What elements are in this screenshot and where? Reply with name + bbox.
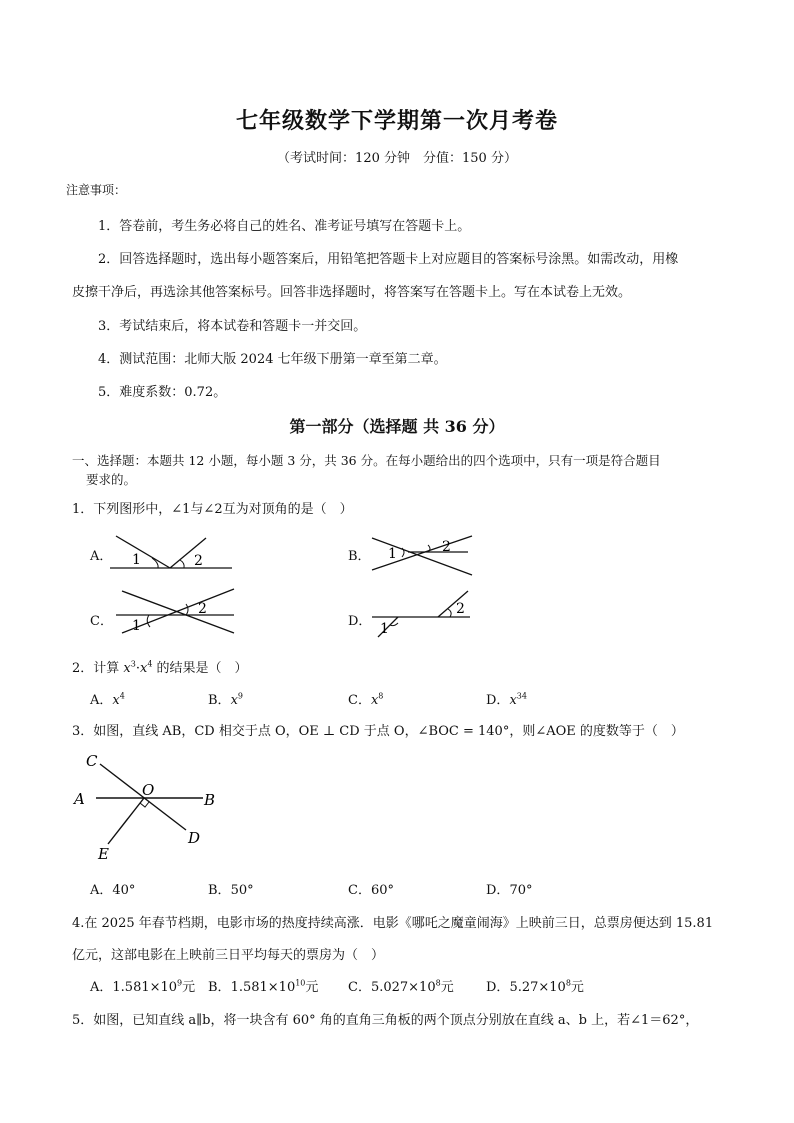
notes-heading: 注意事项：	[66, 183, 127, 197]
q2-option-b-base: x	[230, 693, 238, 708]
q3-point-o: O	[142, 781, 155, 799]
q4-option-a-unit: 元	[182, 980, 196, 995]
q1-option-c-label: C．	[90, 614, 113, 629]
q2-option-a-label: A．	[90, 693, 113, 708]
q2-option-a[interactable]	[90, 689, 125, 708]
q1-c-angle1-label: 1	[132, 618, 141, 634]
q3-figure	[68, 750, 238, 865]
note-5: 5．难度系数：0.72。	[98, 385, 227, 400]
q2-option-b-exp: 9	[237, 691, 243, 701]
q4-option-d-unit: 元	[570, 980, 584, 995]
note-1: 1．答卷前，考生务必将自己的姓名、准考证号填写在答题卡上。	[98, 219, 471, 234]
q3-option-d-text: 70°	[509, 883, 533, 898]
q3-option-b-label: B．	[208, 883, 231, 898]
q4-option-c-exp: 8	[435, 978, 441, 988]
q4-option-b-unit: 元	[305, 980, 319, 995]
q4-option-d[interactable]	[486, 976, 584, 995]
q2-option-c-label: C．	[348, 693, 371, 708]
q2-stem	[72, 657, 248, 676]
q3-option-d[interactable]	[486, 879, 532, 898]
q4-option-c-label: C．	[348, 980, 371, 995]
q1-option-b-label: B．	[348, 549, 371, 564]
q2-option-d[interactable]	[486, 689, 527, 708]
q1-stem: 1．下列图形中，∠1与∠2互为对顶角的是（ ）	[72, 502, 353, 517]
q4-option-c-coef: 5.027×10	[370, 980, 436, 995]
q4-option-a-coef: 1.581×10	[112, 980, 178, 995]
q2-option-d-label: D．	[486, 693, 510, 708]
q2-base-left: x	[123, 661, 131, 676]
q4-option-d-label: D．	[486, 980, 510, 995]
q1-d-angle2-label: 2	[456, 601, 465, 617]
q4-option-b-exp: 10	[295, 978, 306, 988]
q2-dot: ·	[135, 661, 140, 676]
q4-option-d-exp: 8	[565, 978, 571, 988]
q3-option-c-label: C．	[348, 883, 371, 898]
q4-option-d-coef: 5.27×10	[509, 980, 566, 995]
q3-stem: 3．如图，直线 AB，CD 相交于点 O，OE ⊥ CD 于点 O，∠BOC = 140°，则∠AOE 的度数等于（ ）	[72, 724, 684, 739]
q2-option-d-base: x	[509, 693, 517, 708]
q4-option-c-unit: 元	[440, 980, 454, 995]
q2-option-c-exp: 8	[378, 691, 384, 701]
q1-figure-c	[112, 585, 242, 640]
q3-option-c[interactable]	[348, 879, 394, 898]
instruction-line-1: 一、选择题：本题共 12 小题，每小题 3 分，共 36 分。在每小题给出的四个选项中，只有一项是符合题目	[72, 453, 661, 468]
exam-info: （考试时间：120 分钟 分值：150 分）	[277, 151, 517, 166]
q4-option-c[interactable]	[348, 976, 454, 995]
q1-b-angle1-label: 1	[388, 546, 397, 562]
q4-stem-line-2: 亿元，这部电影在上映前三日平均每天的票房为（ ）	[72, 948, 385, 963]
q4-stem-line-1: 4.在 2025 年春节档期，电影市场的热度持续高涨．电影《哪吒之魔童闹海》上映前三日，总票房便达到 15.81	[72, 916, 714, 931]
q3-option-a[interactable]	[90, 879, 135, 898]
q4-option-b[interactable]	[208, 976, 318, 995]
q3-option-b[interactable]	[208, 879, 254, 898]
q1-c-angle2-label: 2	[198, 601, 207, 617]
q4-option-a-exp: 9	[177, 978, 183, 988]
q3-point-c: C	[86, 752, 98, 770]
q2-base-right: x	[139, 661, 148, 676]
q3-option-d-label: D．	[486, 883, 510, 898]
q2-stem-suffix: 的结果是（ ）	[152, 661, 248, 676]
q2-option-b-label: B．	[208, 693, 231, 708]
q1-a-angle1-label: 1	[132, 552, 141, 568]
q1-option-a-label: A．	[90, 549, 113, 564]
q2-option-c-base: x	[370, 693, 379, 708]
q1-figure-b	[368, 530, 478, 580]
q3-option-b-text: 50°	[230, 883, 254, 898]
q2-option-d-exp: 34	[516, 691, 527, 701]
q1-figure-a	[110, 530, 240, 575]
q3-point-d: D	[188, 829, 201, 847]
section-title: 第一部分（选择题 共 36 分）	[289, 417, 505, 436]
note-3: 3．考试结束后，将本试卷和答题卡一并交回。	[98, 319, 367, 334]
q1-figure-d	[368, 585, 478, 640]
q5-stem: 5．如图，已知直线 a∥b，将一块含有 60° 角的直角三角板的两个顶点分别放在直线 a、b 上，若∠1＝62°，	[72, 1013, 699, 1028]
q3-option-a-text: 40°	[112, 883, 136, 898]
q3-point-a: A	[74, 790, 85, 808]
q2-exp-right: 4	[147, 659, 153, 669]
q3-option-a-label: A．	[90, 883, 113, 898]
note-4: 4．测试范围：北师大版 2024 七年级下册第一章至第二章。	[98, 352, 447, 367]
q3-point-b: B	[204, 791, 216, 809]
q4-option-a-label: A．	[90, 980, 113, 995]
q1-d-angle1-label: 1	[380, 621, 389, 637]
instruction-line-2: 要求的。	[86, 472, 137, 487]
q4-option-b-label: B．	[208, 980, 231, 995]
q3-option-c-text: 60°	[370, 883, 394, 898]
q2-option-a-exp: 4	[119, 691, 125, 701]
q2-option-a-base: x	[112, 693, 120, 708]
q2-option-b[interactable]	[208, 689, 243, 708]
q4-option-b-coef: 1.581×10	[230, 980, 296, 995]
q2-option-c[interactable]	[348, 689, 383, 708]
page-title: 七年级数学下学期第一次月考卷	[235, 108, 558, 134]
q3-point-e: E	[98, 845, 109, 863]
note-2-cont: 皮擦干净后，再选涂其他答案标号。回答非选择题时，将答案写在答题卡上。写在本试卷上无效。	[72, 285, 632, 300]
q1-a-angle2-label: 2	[194, 553, 203, 569]
note-2: 2．回答选择题时，选出每小题答案后，用铅笔把答题卡上对应题目的答案标号涂黑。如需改动，用橡	[98, 252, 679, 267]
q2-stem-prefix: 2．计算	[72, 661, 124, 676]
q4-option-a[interactable]	[90, 976, 195, 995]
q2-exp-left: 3	[130, 659, 136, 669]
q1-option-d-label: D．	[348, 614, 372, 629]
q1-b-angle2-label: 2	[442, 539, 451, 555]
